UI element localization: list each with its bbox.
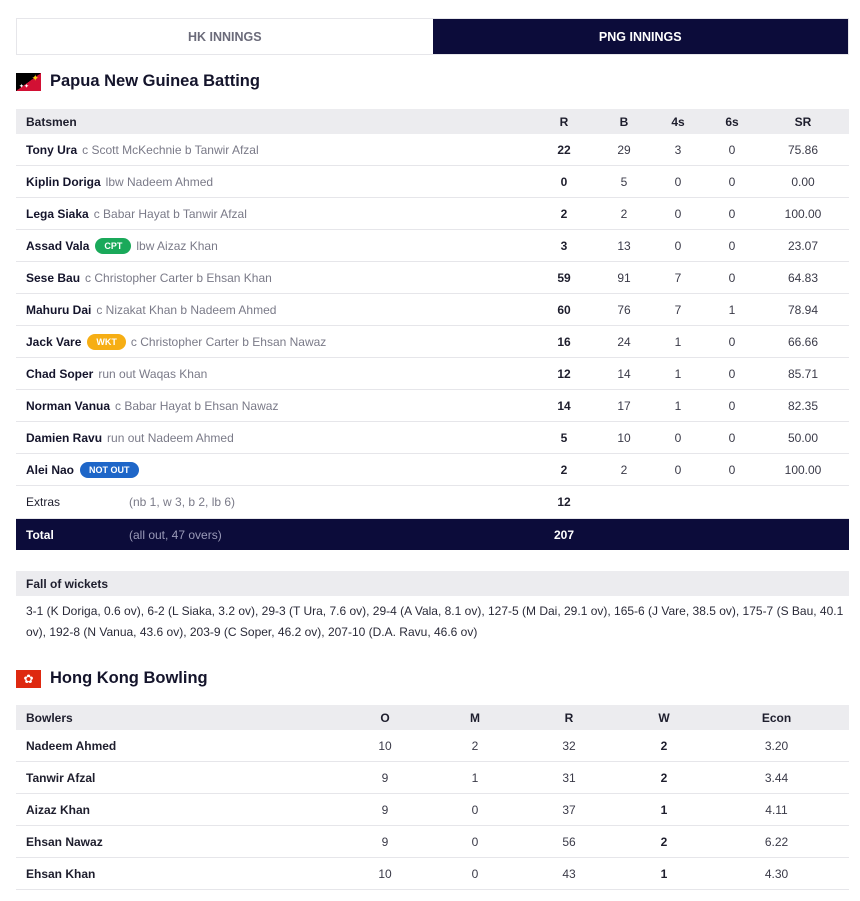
batsman-cell [16,334,529,350]
maidens: 2 [471,738,479,753]
innings-tabs [16,18,849,55]
strike-rate: 64.83 [787,270,819,285]
sixes: 0 [728,270,736,285]
runs: 12 [557,366,571,381]
fours: 0 [674,430,682,445]
batsman-cell [16,303,529,317]
wickets: 1 [660,866,668,881]
runs: 2 [560,206,568,221]
maidens: 0 [471,802,479,817]
dismissal-text: run out Nadeem Ahmed [107,430,234,445]
bowler-name[interactable]: Nadeem Ahmed [26,738,117,753]
fall-of-wickets-text: 3-1 (K Doriga, 0.6 ov), 6-2 (L Siaka, 3.2 ov), 29-3 (T Ura, 7.6 ov), 29-4 (A Vala, 8.1 ov), 127-5 (M Dai, 29.1 ov), 165-6 (J Vare, 38.5 ov), 175-7 (S Bau, 40.1 ov), 192-8 (N Vanua, 43.6 ov), 203-9 (C Soper, 46.2 ov), 207-10 (D.A. Ravu, 46.6 ov) [26,604,844,639]
bowler-name[interactable]: Aizaz Khan [26,802,91,817]
dismissal-text: run out Waqas Khan [98,366,208,381]
not-out-badge: NOT OUT [80,462,139,478]
maidens: 1 [471,770,479,785]
overs: 10 [378,866,392,881]
batsman-name[interactable]: Chad Soper [26,366,94,381]
strike-rate: 82.35 [787,398,819,413]
dismissal-text: lbw Aizaz Khan [136,238,218,253]
batsman-name[interactable]: Kiplin Doriga [26,174,101,189]
dismissal-text: lbw Nadeem Ahmed [105,174,214,189]
wickets: 2 [660,770,668,785]
bowling-row [16,858,849,890]
total-label: Total [26,527,54,542]
batsman-name[interactable]: Tony Ura [26,142,78,157]
runs: 22 [557,142,571,157]
extras-label: Extras [26,495,61,509]
bowler-name[interactable]: Ehsan Nawaz [26,834,103,849]
runs-conceded: 37 [562,802,576,817]
batting-row [16,422,849,454]
batsman-cell [16,271,529,285]
overs: 9 [381,802,389,817]
economy: 3.44 [764,770,789,785]
batsman-cell [16,207,529,221]
balls: 91 [617,270,631,285]
runs-conceded: 32 [562,738,576,753]
fours: 1 [674,366,682,381]
fours: 1 [674,334,682,349]
balls: 2 [620,206,628,221]
batting-title: Papua New Guinea Batting [50,72,260,90]
sixes: 0 [728,366,736,381]
batsman-cell [16,238,529,254]
maidens: 0 [471,866,479,881]
balls: 5 [620,174,628,189]
wickets: 2 [660,738,668,753]
fours: 0 [674,462,682,477]
balls: 29 [617,142,631,157]
economy: 6.22 [764,834,789,849]
batsman-name[interactable]: Norman Vanua [26,398,111,413]
batting-table [16,109,849,550]
batsman-cell [16,462,529,478]
bowler-name[interactable]: Tanwir Afzal [26,770,96,785]
fours: 3 [674,142,682,157]
batting-row [16,326,849,358]
batsman-name[interactable]: Sese Bau [26,270,81,285]
dismissal-text: c Babar Hayat b Ehsan Nawaz [115,398,279,413]
batting-row [16,390,849,422]
batsman-name[interactable]: Assad Vala [26,238,90,253]
tab-hk-innings[interactable]: HK INNINGS [17,19,433,54]
batsman-cell [16,143,529,157]
runs-conceded: 43 [562,866,576,881]
fours: 0 [674,174,682,189]
dismissal-text: c Nizakat Khan b Nadeem Ahmed [96,302,277,317]
sixes: 1 [728,302,736,317]
balls: 13 [617,238,631,253]
batsman-name[interactable]: Jack Vare [26,334,82,349]
batting-row [16,454,849,486]
batsman-name[interactable]: Alei Nao [26,462,75,477]
strike-rate: 85.71 [787,366,819,381]
maidens: 0 [471,834,479,849]
total-detail: (all out, 47 overs) [129,527,222,542]
total-row [16,519,849,550]
runs: 2 [560,462,568,477]
fall-of-wickets-title: Fall of wickets [16,571,849,596]
strike-rate: 50.00 [787,430,819,445]
fours: 0 [674,238,682,253]
hong-kong-flag-icon: ✿ [16,670,41,688]
balls: 10 [617,430,631,445]
runs: 3 [560,238,568,253]
bowling-table [16,705,849,890]
batsman-name[interactable]: Lega Siaka [26,206,89,221]
papua-new-guinea-flag-icon: ✦ ✦✦ [16,73,41,91]
balls: 76 [617,302,631,317]
runs: 16 [557,334,571,349]
strike-rate: 78.94 [787,302,819,317]
batsman-name[interactable]: Mahuru Dai [26,302,92,317]
sixes: 0 [728,238,736,253]
batting-row [16,294,849,326]
bowling-section-title [16,669,208,688]
runs: 14 [557,398,571,413]
batting-row [16,230,849,262]
sixes: 0 [728,398,736,413]
economy: 4.11 [765,802,788,817]
overs: 9 [381,834,389,849]
balls: 17 [617,398,631,413]
batting-table-header: Batsmen R B 4s 6s SR [16,109,849,134]
economy: 4.30 [764,866,789,881]
sixes: 0 [728,334,736,349]
wickets: 1 [660,802,668,817]
bowling-row [16,730,849,762]
batsman-cell [16,367,529,381]
strike-rate: 100.00 [784,206,822,221]
runs: 0 [560,174,568,189]
batsman-cell [16,399,529,413]
strike-rate: 75.86 [787,142,819,157]
batting-row [16,358,849,390]
batting-section-title [16,72,260,91]
balls: 14 [617,366,631,381]
batting-row [16,198,849,230]
balls: 24 [617,334,631,349]
bowling-title: Hong Kong Bowling [50,669,208,687]
sixes: 0 [728,174,736,189]
bowling-row [16,826,849,858]
balls: 2 [620,462,628,477]
batsman-name[interactable]: Damien Ravu [26,430,103,445]
extras-row [16,486,849,519]
overs: 10 [378,738,392,753]
tab-png-innings[interactable]: PNG INNINGS [433,19,849,54]
batting-row [16,166,849,198]
fours: 7 [674,302,682,317]
batting-row [16,262,849,294]
fours: 0 [674,206,682,221]
bowler-name[interactable]: Ehsan Khan [26,866,96,881]
sixes: 0 [728,430,736,445]
total-value: 207 [553,527,575,542]
economy: 3.20 [764,738,789,753]
fours: 1 [674,398,682,413]
bowling-table-header: Bowlers O M R W Econ [16,705,849,730]
sixes: 0 [728,206,736,221]
extras-value: 12 [557,495,571,509]
batting-row [16,134,849,166]
batsman-cell [16,175,529,189]
wickets: 2 [660,834,668,849]
dismissal-text: c Scott McKechnie b Tanwir Afzal [82,142,259,157]
fours: 7 [674,270,682,285]
extras-detail: (nb 1, w 3, b 2, lb 6) [129,495,236,509]
strike-rate: 23.07 [787,238,819,253]
runs: 60 [557,302,571,317]
runs: 59 [557,270,571,285]
runs: 5 [560,430,568,445]
strike-rate: 66.66 [787,334,819,349]
captain-badge: CPT [95,238,131,254]
sixes: 0 [728,462,736,477]
bowling-row [16,794,849,826]
batsman-cell [16,431,529,445]
bowling-row [16,762,849,794]
strike-rate: 100.00 [784,462,822,477]
dismissal-text: c Christopher Carter b Ehsan Khan [85,270,272,285]
strike-rate: 0.00 [791,174,815,189]
sixes: 0 [728,142,736,157]
runs-conceded: 31 [562,770,576,785]
overs: 9 [381,770,389,785]
dismissal-text: c Christopher Carter b Ehsan Nawaz [130,334,327,349]
wicketkeeper-badge: WKT [87,334,126,350]
dismissal-text: c Babar Hayat b Tanwir Afzal [93,206,247,221]
runs-conceded: 56 [562,834,576,849]
